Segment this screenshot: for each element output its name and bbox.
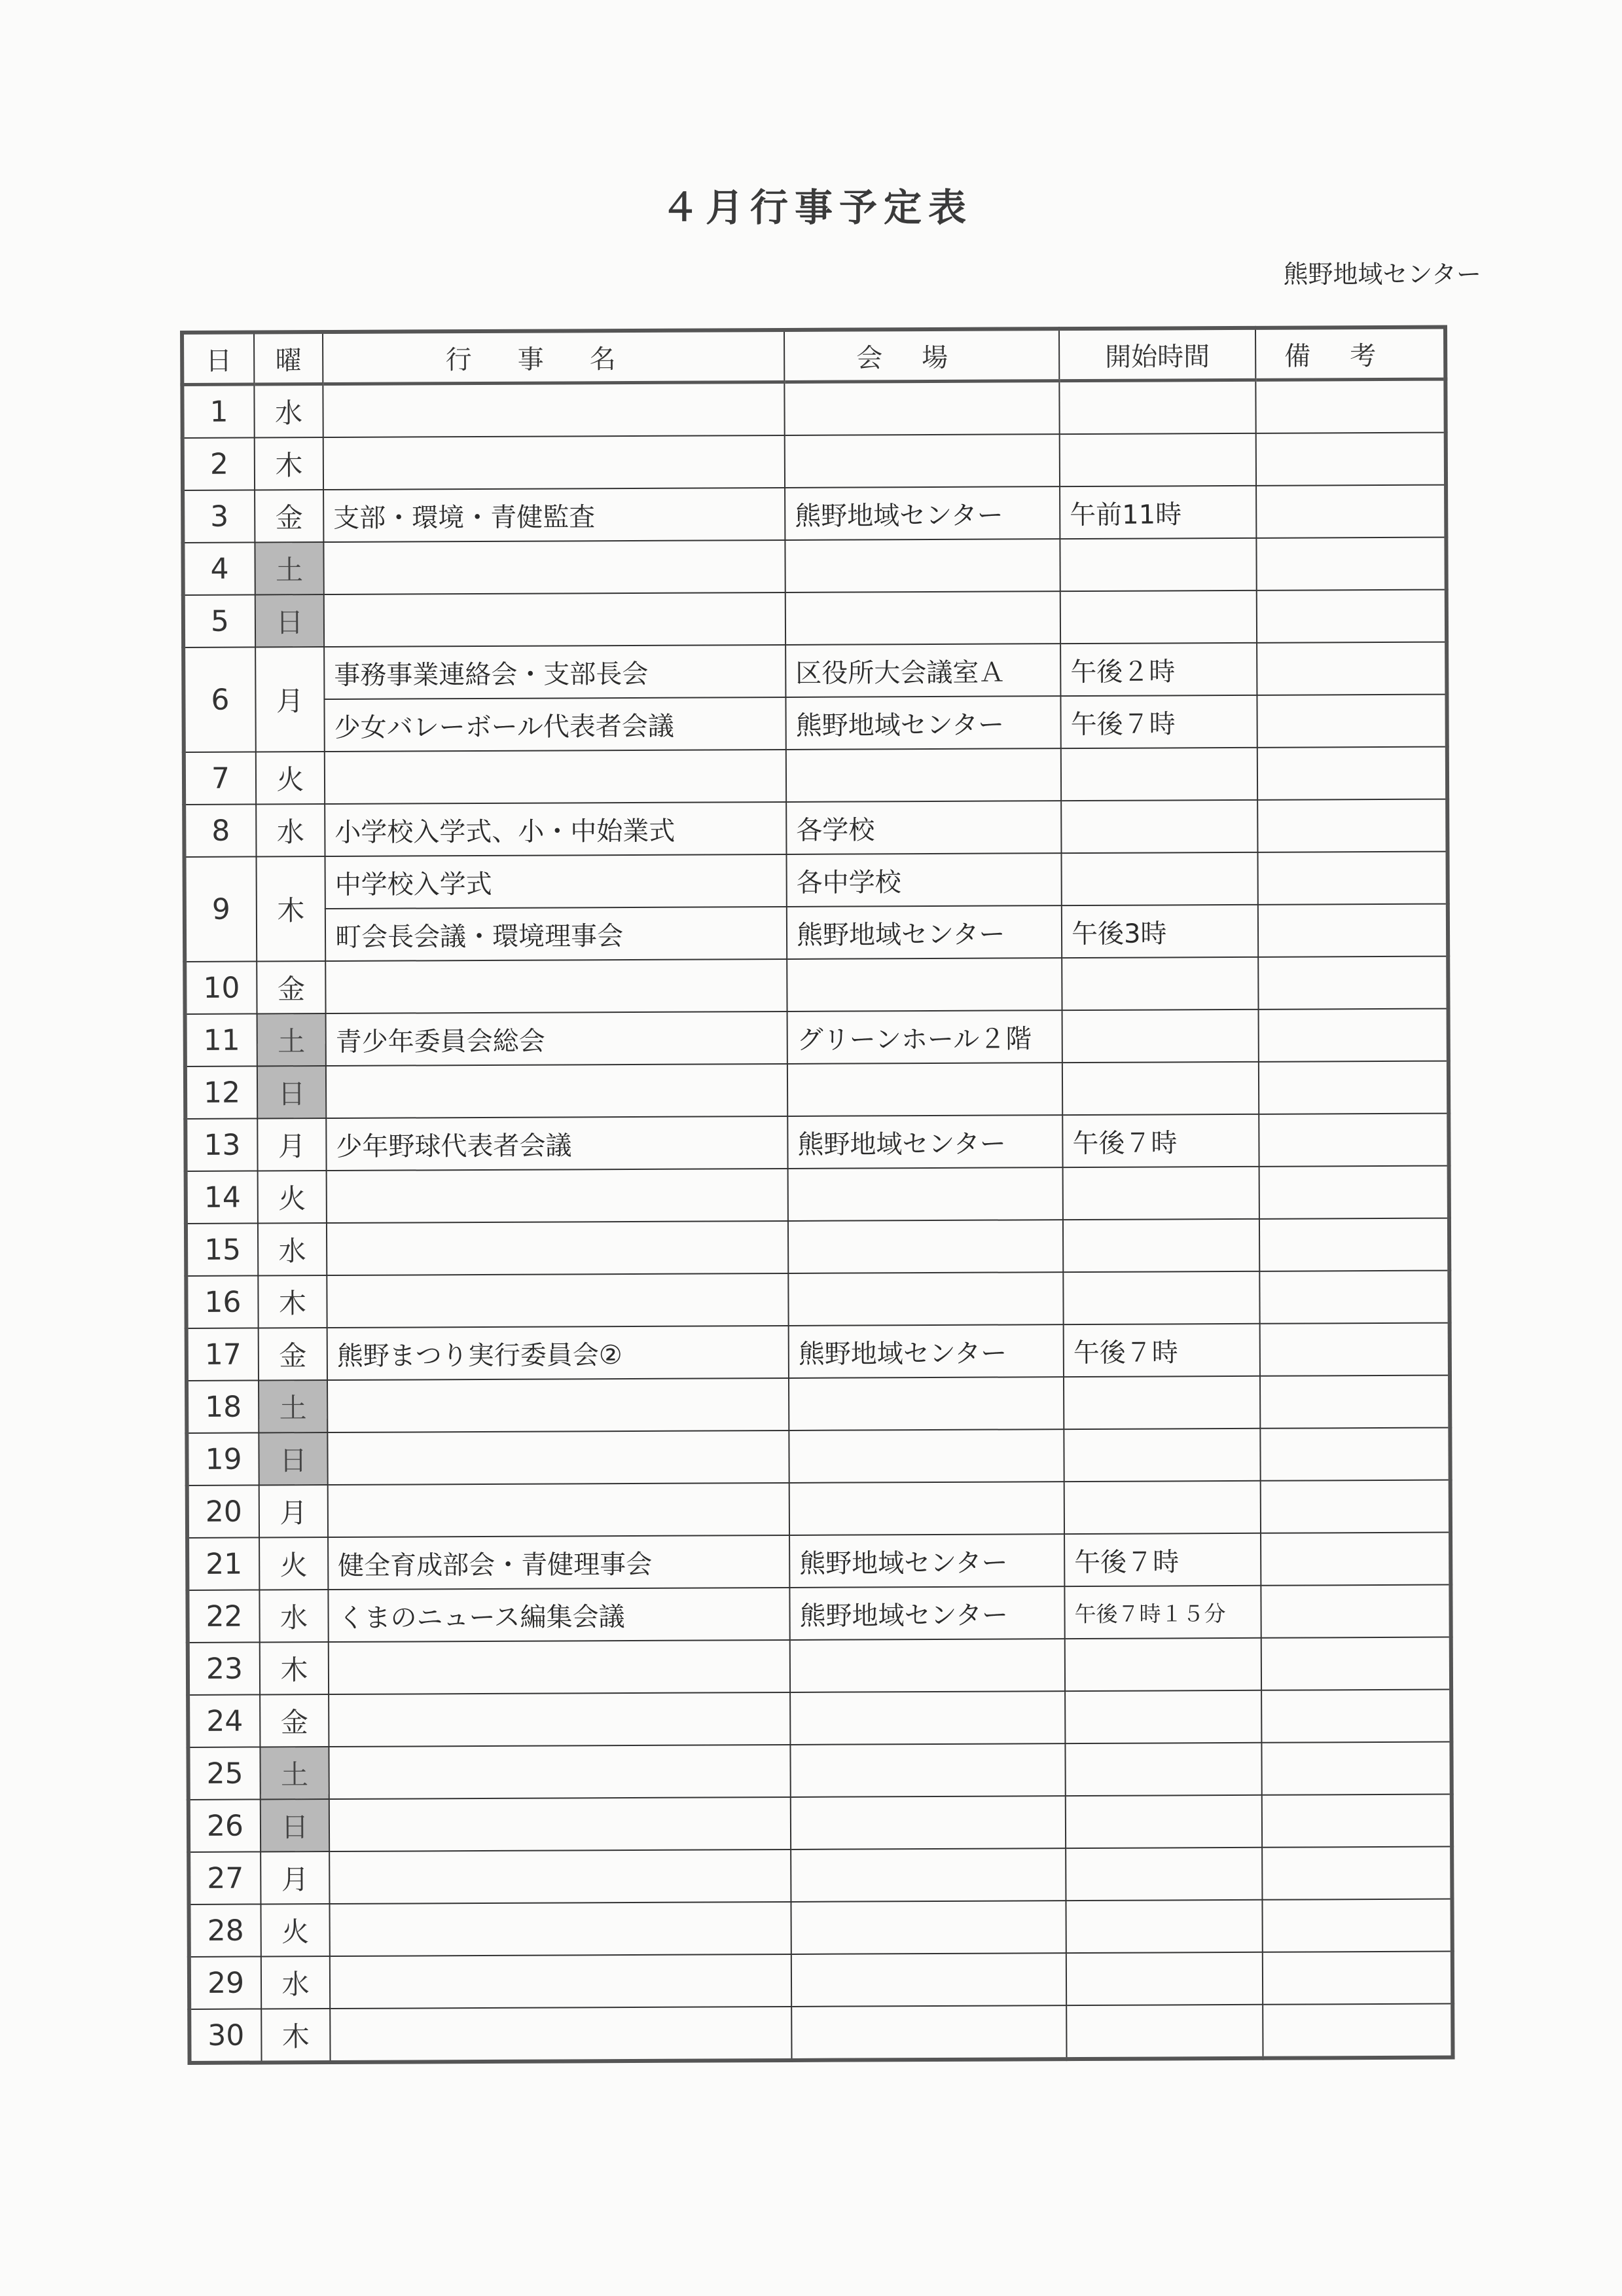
weekday: 月 <box>255 647 325 752</box>
venue: 各中学校 <box>786 853 1061 907</box>
start-time <box>1066 1952 1263 2005</box>
event-name: 町会長会議・環境理事会 <box>325 907 787 961</box>
table-row <box>187 1323 1450 1381</box>
weekday-weekend-shaded: 土 <box>257 1013 326 1066</box>
notes <box>1257 590 1447 643</box>
venue <box>788 1220 1063 1273</box>
weekday: 木 <box>261 2009 330 2062</box>
day-number: 24 <box>188 1694 260 1747</box>
event-name: 青少年委員会総会 <box>326 1011 787 1066</box>
schedule-body <box>182 379 1452 2063</box>
start-time <box>1060 591 1257 644</box>
day-number: 7 <box>184 752 256 805</box>
venue <box>790 1743 1065 1797</box>
venue <box>791 1953 1066 2007</box>
table-row <box>185 852 1448 909</box>
table-row <box>186 1271 1449 1328</box>
start-time <box>1062 957 1258 1010</box>
venue <box>785 591 1060 645</box>
day-number: 12 <box>185 1066 257 1118</box>
table-row <box>189 1795 1452 1852</box>
start-time <box>1062 1010 1259 1063</box>
event-name <box>329 1745 790 1799</box>
event-name <box>326 1064 787 1118</box>
event-name: 健全育成部会・青健理事会 <box>328 1535 789 1590</box>
table-row <box>188 1690 1451 1747</box>
event-name <box>327 1169 788 1223</box>
table-row <box>185 957 1448 1014</box>
start-time <box>1061 748 1257 801</box>
notes <box>1263 1952 1452 2005</box>
venue: 熊野地域センター <box>787 905 1062 959</box>
notes <box>1262 1899 1452 1952</box>
start-time: 午後７時 <box>1062 1114 1259 1167</box>
table-row <box>186 1166 1449 1224</box>
table-row <box>185 904 1448 962</box>
weekday: 水 <box>259 1590 328 1642</box>
notes <box>1257 799 1447 852</box>
weekday: 木 <box>255 437 323 490</box>
table-row <box>187 1480 1451 1538</box>
venue <box>787 958 1062 1011</box>
start-time: 午後3時 <box>1062 905 1258 958</box>
notes <box>1257 642 1447 695</box>
start-time <box>1065 1638 1261 1691</box>
weekday: 月 <box>259 1485 328 1537</box>
event-name: くまのニュース編集会議 <box>328 1588 789 1642</box>
event-name <box>329 1902 791 1956</box>
day-number: 8 <box>184 805 256 857</box>
notes <box>1257 695 1447 748</box>
page-title: ４月行事予定表 <box>661 185 973 230</box>
venue: 熊野地域センター <box>789 1534 1064 1588</box>
start-time <box>1062 1062 1259 1115</box>
event-name: 小学校入学式、小・中始業式 <box>325 802 786 856</box>
notes <box>1259 1009 1449 1062</box>
venue <box>789 1377 1064 1430</box>
notes <box>1261 1533 1451 1586</box>
event-name <box>325 959 787 1013</box>
venue: 熊野地域センター <box>789 1324 1064 1378</box>
start-time <box>1064 1376 1260 1429</box>
notes <box>1259 1061 1449 1114</box>
header-event: 行事名 <box>323 330 784 384</box>
weekday: 月 <box>257 1118 326 1171</box>
table-row <box>189 1847 1452 1904</box>
day-number: 2 <box>183 438 255 490</box>
event-name <box>329 1850 791 1904</box>
weekday: 金 <box>257 961 325 1013</box>
weekday-weekend-shaded: 土 <box>260 1747 329 1799</box>
header-venue: 会場 <box>784 329 1059 382</box>
venue <box>788 1167 1063 1221</box>
start-time <box>1063 1219 1259 1272</box>
table-row <box>188 1637 1451 1695</box>
notes <box>1261 1585 1451 1638</box>
table-row <box>184 747 1447 805</box>
start-time: 午前11時 <box>1060 486 1256 539</box>
notes <box>1261 1742 1451 1795</box>
start-time <box>1066 1900 1262 1953</box>
venue: 各学校 <box>786 801 1061 854</box>
weekday: 火 <box>256 752 325 804</box>
event-name <box>323 435 785 490</box>
day-number: 14 <box>186 1171 258 1223</box>
venue: 熊野地域センター <box>785 696 1060 750</box>
table-row <box>189 1899 1452 1957</box>
notes <box>1258 957 1448 1010</box>
header-notes: 備考 <box>1255 327 1445 380</box>
start-time <box>1059 380 1255 434</box>
table-row <box>184 799 1447 857</box>
event-name <box>328 1483 789 1537</box>
weekday: 木 <box>257 856 326 961</box>
start-time <box>1060 433 1256 486</box>
start-time: 午後７時１５分 <box>1064 1586 1261 1639</box>
table-row <box>183 433 1446 490</box>
event-name <box>323 382 784 437</box>
event-name <box>329 1797 791 1851</box>
weekday: 金 <box>260 1694 329 1747</box>
venue <box>787 1063 1062 1116</box>
notes <box>1261 1690 1451 1743</box>
weekday-weekend-shaded: 土 <box>255 542 323 594</box>
notes <box>1256 433 1446 486</box>
notes <box>1257 852 1447 905</box>
day-number: 22 <box>187 1590 259 1642</box>
table-row <box>185 1061 1449 1119</box>
day-number: 20 <box>187 1485 259 1537</box>
table-row <box>183 485 1446 543</box>
start-time <box>1060 538 1256 591</box>
notes <box>1256 538 1446 591</box>
start-time <box>1066 1848 1262 1901</box>
start-time <box>1063 1167 1259 1220</box>
table-row <box>189 2004 1452 2063</box>
notes <box>1261 1637 1451 1690</box>
event-name <box>324 592 785 647</box>
event-name <box>327 1378 789 1432</box>
weekday-weekend-shaded: 日 <box>259 1432 327 1485</box>
day-number: 6 <box>183 647 256 752</box>
venue <box>789 1482 1064 1535</box>
day-number: 10 <box>185 961 257 1013</box>
event-name <box>327 1221 788 1275</box>
weekday-weekend-shaded: 土 <box>259 1380 327 1432</box>
table-row <box>187 1428 1450 1485</box>
venue <box>785 539 1060 592</box>
table-row <box>183 642 1447 700</box>
day-number: 4 <box>183 543 255 595</box>
weekday: 木 <box>260 1642 329 1694</box>
event-name <box>329 1692 790 1747</box>
notes <box>1262 1795 1452 1848</box>
day-number: 15 <box>186 1223 258 1275</box>
day-number: 17 <box>187 1328 259 1380</box>
start-time: 午後７時 <box>1064 1533 1261 1586</box>
notes <box>1261 1480 1451 1533</box>
schedule-table <box>180 325 1455 2065</box>
day-number: 3 <box>183 490 255 543</box>
event-name: 中学校入学式 <box>325 854 787 909</box>
event-name: 事務事業連絡会・支部長会 <box>324 645 785 699</box>
table-row <box>188 1742 1451 1800</box>
venue <box>790 1639 1065 1692</box>
day-number: 13 <box>185 1118 257 1171</box>
event-name <box>325 750 786 804</box>
event-name <box>330 2007 791 2062</box>
notes <box>1260 1428 1450 1481</box>
table-row <box>185 1009 1449 1066</box>
day-number: 23 <box>188 1642 260 1694</box>
table-row <box>183 538 1446 595</box>
venue <box>791 2005 1066 2060</box>
day-number: 28 <box>189 1904 261 1956</box>
table-row <box>187 1585 1451 1643</box>
venue <box>791 1796 1066 1850</box>
venue: 区役所大会議室Ａ <box>785 644 1060 697</box>
table-row <box>183 590 1447 647</box>
venue <box>784 381 1059 435</box>
notes <box>1259 1166 1449 1219</box>
weekday-weekend-shaded: 日 <box>255 594 324 647</box>
start-time: 午後２時 <box>1060 643 1257 696</box>
weekday: 金 <box>259 1328 327 1380</box>
day-number: 11 <box>185 1013 257 1066</box>
venue <box>790 1691 1065 1745</box>
header-row <box>182 327 1445 385</box>
day-number: 30 <box>189 2009 261 2062</box>
day-number: 9 <box>185 856 257 961</box>
day-number: 21 <box>187 1537 259 1590</box>
table-row <box>185 1114 1449 1171</box>
event-name <box>327 1273 788 1328</box>
day-number: 16 <box>186 1275 258 1328</box>
weekday-weekend-shaded: 日 <box>257 1066 326 1118</box>
notes <box>1257 747 1447 800</box>
day-number: 19 <box>187 1432 259 1485</box>
event-name: 少年野球代表者会議 <box>326 1116 787 1171</box>
notes <box>1263 2004 1452 2058</box>
venue <box>791 1901 1066 1954</box>
notes <box>1258 904 1448 957</box>
notes <box>1260 1376 1450 1429</box>
venue <box>788 1272 1063 1326</box>
event-name <box>323 540 785 594</box>
notes <box>1260 1323 1450 1376</box>
start-time <box>1065 1690 1261 1743</box>
table-row <box>187 1376 1450 1433</box>
start-time <box>1066 2005 1263 2059</box>
day-number: 1 <box>182 384 254 438</box>
table-row <box>186 1218 1449 1276</box>
start-time <box>1061 852 1257 905</box>
notes <box>1259 1218 1449 1271</box>
notes <box>1262 1847 1452 1900</box>
day-number: 5 <box>183 595 255 647</box>
notes <box>1255 379 1445 433</box>
header-day: 日 <box>182 333 254 385</box>
weekday: 水 <box>254 384 323 438</box>
event-name: 熊野まつり実行委員会② <box>327 1326 789 1380</box>
table-row <box>189 1952 1452 2009</box>
start-time: 午後７時 <box>1060 695 1257 748</box>
start-time <box>1061 800 1257 853</box>
table-row <box>182 379 1445 438</box>
weekday: 火 <box>259 1537 328 1590</box>
weekday: 木 <box>258 1275 327 1328</box>
day-number: 25 <box>188 1747 260 1799</box>
venue: 熊野地域センター <box>785 486 1060 540</box>
event-name <box>327 1430 789 1485</box>
weekday: 火 <box>261 1904 329 1956</box>
weekday: 水 <box>256 804 325 856</box>
organization-name: 熊野地域センター <box>1283 260 1481 289</box>
notes <box>1256 485 1446 538</box>
table-row <box>183 695 1447 752</box>
venue <box>791 1848 1066 1902</box>
start-time <box>1064 1429 1260 1482</box>
venue: 熊野地域センター <box>787 1115 1062 1169</box>
header-start-time: 開始時間 <box>1059 328 1255 381</box>
weekday: 水 <box>261 1956 330 2009</box>
header-weekday: 曜 <box>254 332 323 384</box>
venue: 熊野地域センター <box>789 1586 1064 1640</box>
day-number: 27 <box>189 1851 261 1904</box>
start-time <box>1065 1743 1261 1796</box>
start-time: 午後７時 <box>1064 1324 1260 1377</box>
table-row <box>187 1533 1451 1590</box>
day-number: 29 <box>189 1956 261 2009</box>
venue <box>789 1429 1064 1483</box>
start-time <box>1066 1795 1262 1848</box>
day-number: 26 <box>189 1799 261 1851</box>
weekday: 金 <box>255 490 323 542</box>
venue <box>785 434 1060 488</box>
event-name: 支部・環境・青健監査 <box>323 488 785 542</box>
start-time <box>1064 1481 1261 1534</box>
notes <box>1259 1271 1449 1324</box>
weekday-weekend-shaded: 日 <box>261 1799 329 1851</box>
venue <box>786 748 1061 802</box>
venue: グリーンホール２階 <box>787 1010 1062 1064</box>
day-number: 18 <box>187 1380 259 1432</box>
event-name <box>330 1954 791 2009</box>
weekday: 水 <box>258 1223 327 1275</box>
event-name: 少女バレーボール代表者会議 <box>324 697 785 752</box>
weekday: 火 <box>258 1171 327 1223</box>
notes <box>1259 1114 1449 1167</box>
start-time <box>1063 1271 1259 1324</box>
event-name <box>329 1640 790 1694</box>
weekday: 月 <box>261 1851 329 1904</box>
